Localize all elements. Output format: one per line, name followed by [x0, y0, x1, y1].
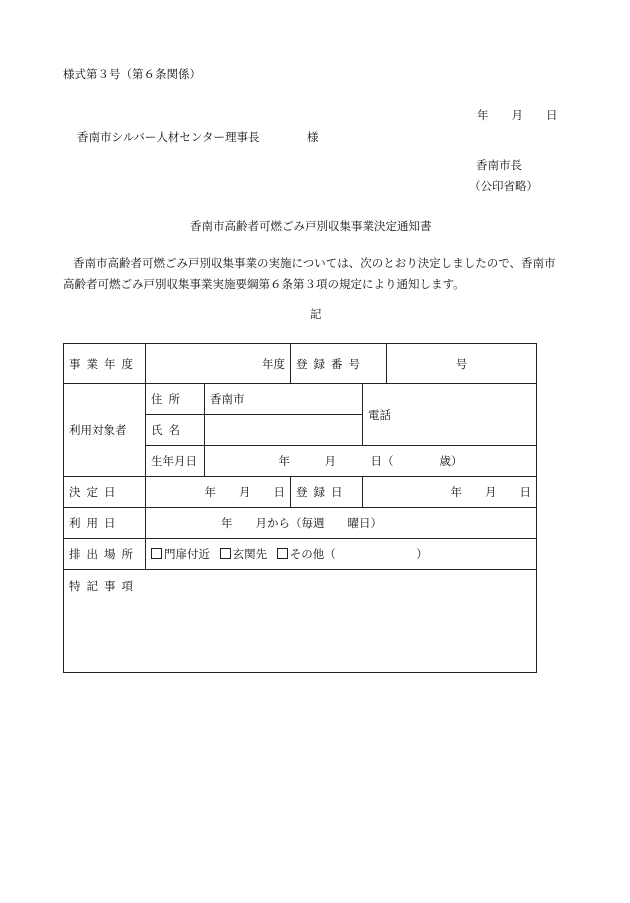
use-date-value: 年 月から（毎週 曜日）	[221, 516, 382, 530]
option-gate[interactable]	[151, 547, 210, 561]
registration-number-label: 登録番号	[291, 344, 387, 384]
name-label: 氏名	[146, 415, 205, 446]
option-entrance-label: 玄関先	[232, 547, 268, 561]
remarks-field[interactable]	[64, 570, 537, 673]
phone-label: 電話	[368, 407, 391, 422]
registration-number-field[interactable]: 号	[387, 344, 537, 384]
address-field[interactable]: 香南市	[205, 384, 363, 415]
seal-note: （公印省略）	[469, 179, 538, 193]
option-other-label: その他（ ）	[289, 547, 428, 561]
dob-label: 生年月日	[146, 446, 205, 477]
address-label: 住所	[146, 384, 205, 415]
use-date-label: 利用日	[64, 508, 146, 539]
decision-date-field[interactable]: 年 月 日	[146, 477, 291, 508]
fiscal-year-field[interactable]: 年度	[146, 344, 291, 384]
fiscal-year-label: 事業年度	[64, 344, 146, 384]
registration-date-label: 登録日	[291, 477, 363, 508]
decision-date-label: 決定日	[64, 477, 146, 508]
name-field[interactable]	[205, 415, 363, 446]
location-options	[146, 539, 537, 570]
honorific: 様	[307, 130, 319, 144]
body-text-line-2: 高齢者可燃ごみ戸別収集事業実施要綱第６条第３項の規定により通知します。	[63, 277, 465, 291]
checkbox-icon[interactable]	[151, 548, 162, 559]
checkbox-icon[interactable]	[220, 548, 231, 559]
body-text-line-1: 香南市高齢者可燃ごみ戸別収集事業の実施については、次のとおり決定しましたので、香南市	[73, 256, 556, 270]
checkbox-icon[interactable]	[277, 548, 288, 559]
location-label: 排出場所	[64, 539, 146, 570]
form-number: 様式第３号（第６条関係）	[63, 67, 201, 81]
document-title: 香南市高齢者可燃ごみ戸別収集事業決定通知書	[190, 219, 432, 233]
option-gate-label: 門扉付近	[164, 547, 210, 561]
registration-date-field[interactable]: 年 月 日	[363, 477, 537, 508]
ki-marker: 記	[310, 307, 322, 321]
user-label: 利用対象者	[64, 384, 146, 477]
dob-field[interactable]: 年 月 日（ 歳）	[205, 446, 537, 477]
notification-table	[63, 343, 537, 673]
option-entrance[interactable]	[220, 547, 268, 561]
phone-field[interactable]	[363, 384, 537, 446]
issuer: 香南市長	[476, 158, 522, 172]
use-date-field[interactable]	[146, 508, 537, 539]
remarks-label: 特記事項	[69, 579, 139, 593]
option-other[interactable]	[277, 547, 428, 561]
date-line: 年 月 日	[477, 108, 558, 122]
addressee: 香南市シルバー人材センター理事長	[77, 130, 260, 144]
